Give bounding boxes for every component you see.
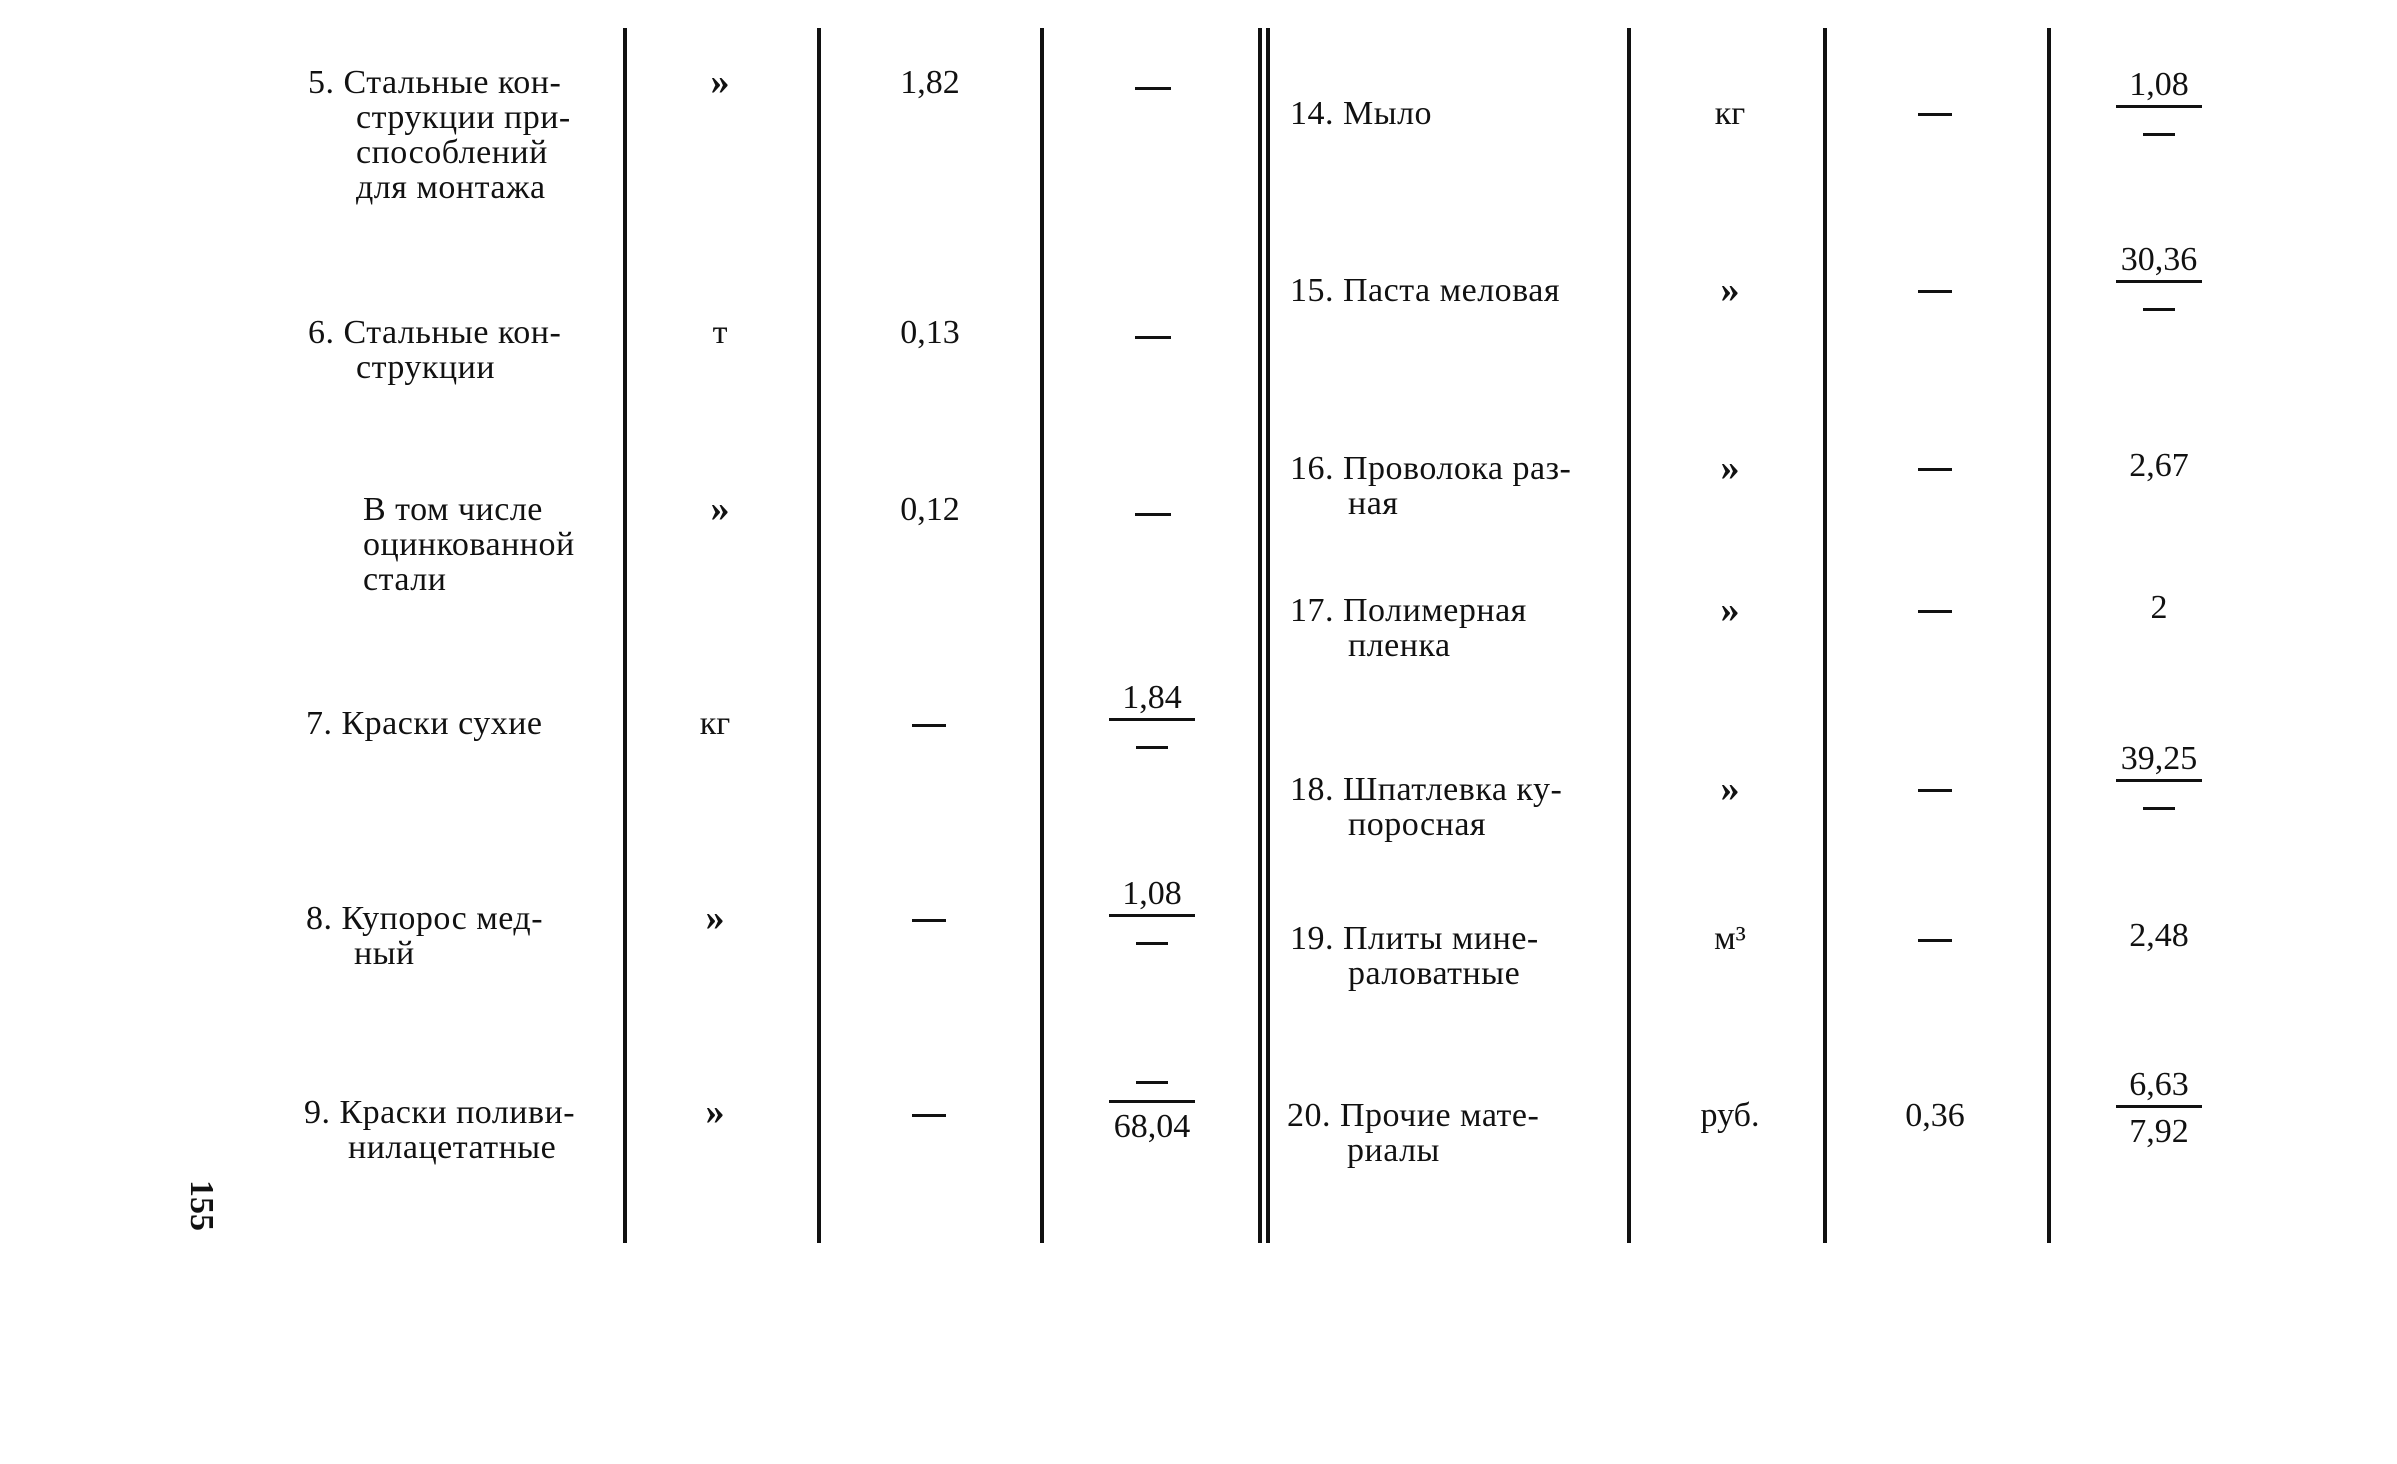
name-line: струкции xyxy=(356,349,496,386)
left-row-8-name xyxy=(306,901,611,971)
right-row-20-unit: руб. xyxy=(1700,1097,1760,1134)
left-row-5-col3: 1,82 xyxy=(900,64,960,101)
right-row-20-col3: 0,36 xyxy=(1905,1097,1965,1134)
fraction-bar xyxy=(2116,1105,2202,1108)
right-row-20-col4-fraction xyxy=(2104,1067,2214,1150)
fraction-bar xyxy=(2116,105,2202,108)
right-row-15-col3-dash xyxy=(1918,290,1952,293)
left-row-subtotal-col3: 0,12 xyxy=(900,491,960,528)
name-line: струкции при- xyxy=(356,99,571,136)
name-line: 15. Паста меловая xyxy=(1290,272,1561,309)
fraction-denominator: 68,04 xyxy=(1113,1108,1191,1145)
fraction-bar xyxy=(1109,718,1195,721)
page-number: 155 xyxy=(183,1180,220,1231)
name-line: пленка xyxy=(1348,627,1451,664)
left-row-9-col4-fraction xyxy=(1097,1062,1207,1145)
column-rule xyxy=(1823,28,1827,1243)
dash-glyph xyxy=(1136,746,1168,749)
left-row-9-col3-dash xyxy=(912,1114,946,1117)
name-line: 18. Шпатлевка ку- xyxy=(1290,771,1563,808)
right-row-18-name xyxy=(1290,772,1605,842)
name-line: раловатные xyxy=(1348,955,1521,992)
right-row-15-unit: » xyxy=(1720,269,1740,311)
right-row-18-col3-dash xyxy=(1918,789,1952,792)
name-line: ная xyxy=(1348,485,1399,522)
column-rule xyxy=(1040,28,1044,1243)
name-line: 17. Полимерная xyxy=(1290,592,1527,629)
right-row-17-col4: 2 xyxy=(2150,589,2168,626)
name-line: 14. Мыло xyxy=(1290,95,1433,132)
name-line: ный xyxy=(354,935,415,972)
left-row-5-col4-dash xyxy=(1135,87,1171,90)
right-row-16-col4: 2,67 xyxy=(2129,447,2189,484)
right-row-16-col3-dash xyxy=(1918,468,1952,471)
fraction-denominator xyxy=(1097,727,1207,763)
name-line: 7. Краски сухие xyxy=(306,705,543,742)
left-row-8-col3-dash xyxy=(912,919,946,922)
right-row-14-name xyxy=(1290,96,1605,131)
name-line: 16. Проволока раз- xyxy=(1290,450,1572,487)
fraction-bar xyxy=(2116,779,2202,782)
double-rule-b xyxy=(1266,28,1270,1243)
left-row-5-name xyxy=(308,65,613,205)
name-line: 8. Купорос мед- xyxy=(306,900,544,937)
dash-glyph xyxy=(1136,942,1168,945)
left-row-6-unit: т xyxy=(712,314,728,351)
name-line: 19. Плиты мине- xyxy=(1290,920,1539,957)
left-row-6-col4-dash xyxy=(1135,336,1171,339)
right-row-18-col4-fraction xyxy=(2104,741,2214,824)
double-rule-a xyxy=(1258,28,1262,1243)
right-row-18-unit: » xyxy=(1720,768,1740,810)
fraction-numerator: 6,63 xyxy=(2129,1066,2189,1103)
fraction-denominator xyxy=(2104,114,2214,150)
fraction-numerator xyxy=(1097,1062,1207,1098)
fraction-bar xyxy=(1109,1100,1195,1103)
right-row-14-unit: кг xyxy=(1714,95,1746,132)
right-row-19-col4: 2,48 xyxy=(2129,917,2189,954)
name-line: 20. Прочие мате- xyxy=(1287,1097,1540,1134)
left-row-subtotal-col4-dash xyxy=(1135,513,1171,516)
left-row-8-unit: » xyxy=(705,897,725,939)
name-line: для монтажа xyxy=(356,169,546,206)
column-rule xyxy=(817,28,821,1243)
right-row-16-name xyxy=(1290,451,1605,521)
name-line: 6. Стальные кон- xyxy=(308,314,562,351)
left-row-7-col3-dash xyxy=(912,724,946,727)
left-row-6-col3: 0,13 xyxy=(900,314,960,351)
left-row-5-unit: » xyxy=(710,61,730,103)
left-row-subtotal-name xyxy=(363,492,613,597)
fraction-numerator: 30,36 xyxy=(2120,241,2198,278)
dash-glyph xyxy=(2143,133,2175,136)
right-row-15-name xyxy=(1290,273,1605,308)
left-row-7-col4-fraction xyxy=(1097,680,1207,763)
column-rule xyxy=(1627,28,1631,1243)
left-row-6-name xyxy=(308,315,613,385)
dash-glyph xyxy=(2143,807,2175,810)
left-row-9-unit: » xyxy=(705,1091,725,1133)
left-row-7-name xyxy=(306,706,611,741)
right-row-16-unit: » xyxy=(1720,447,1740,489)
left-row-7-unit: кг xyxy=(699,705,731,742)
column-rule xyxy=(623,28,627,1243)
name-line: 9. Краски поливи- xyxy=(304,1094,576,1131)
right-row-17-unit: » xyxy=(1720,589,1740,631)
right-row-17-name xyxy=(1290,593,1605,663)
name-line: В том числе xyxy=(363,491,543,528)
fraction-numerator: 1,08 xyxy=(1122,875,1182,912)
right-row-14-col4-fraction xyxy=(2104,67,2214,150)
name-line: 5. Стальные кон- xyxy=(308,64,562,101)
name-line: поросная xyxy=(1348,806,1487,843)
right-row-15-col4-fraction xyxy=(2104,242,2214,325)
dash-glyph xyxy=(1136,1081,1168,1084)
left-row-subtotal-unit: » xyxy=(710,488,730,530)
name-line: стали xyxy=(363,561,447,598)
fraction-denominator xyxy=(1097,923,1207,959)
fraction-bar xyxy=(1109,914,1195,917)
right-row-14-col3-dash xyxy=(1918,113,1952,116)
fraction-denominator xyxy=(2104,788,2214,824)
right-row-17-col3-dash xyxy=(1918,610,1952,613)
name-line: способлений xyxy=(356,134,548,171)
dash-glyph xyxy=(2143,308,2175,311)
left-row-8-col4-fraction xyxy=(1097,876,1207,959)
fraction-denominator xyxy=(2104,289,2214,325)
right-row-19-col3-dash xyxy=(1918,939,1952,942)
name-line: нилацетатные xyxy=(348,1129,557,1166)
fraction-denominator: 7,92 xyxy=(2129,1113,2189,1150)
left-row-9-name xyxy=(304,1095,609,1165)
right-row-19-unit: м³ xyxy=(1714,920,1746,957)
column-rule xyxy=(2047,28,2051,1243)
fraction-numerator: 1,08 xyxy=(2129,66,2189,103)
right-row-20-name xyxy=(1287,1098,1605,1168)
name-line: оцинкованной xyxy=(363,526,575,563)
right-row-19-name xyxy=(1290,921,1605,991)
fraction-numerator: 39,25 xyxy=(2120,740,2198,777)
name-line: риалы xyxy=(1347,1132,1440,1169)
fraction-numerator: 1,84 xyxy=(1122,679,1182,716)
fraction-bar xyxy=(2116,280,2202,283)
